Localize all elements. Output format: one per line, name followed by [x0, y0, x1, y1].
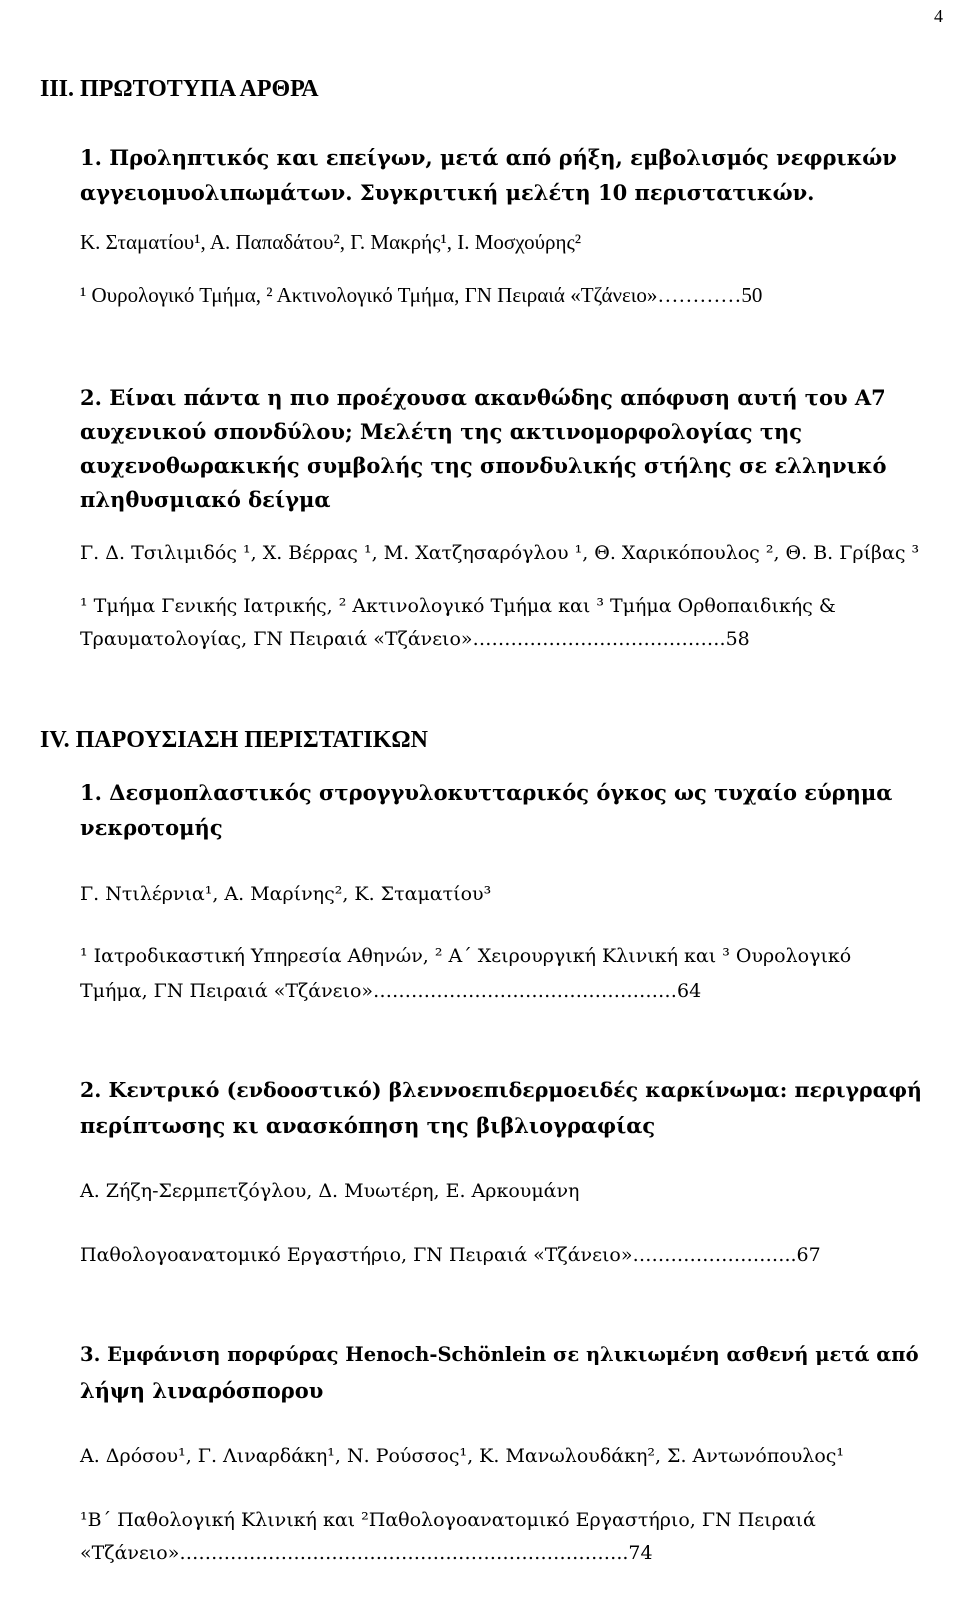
- article-title-line: πληθυσμιακό δείγμα: [80, 487, 331, 512]
- case-authors: Α. Ζήζη-Σερμπετζόγλου, Δ. Μυωτέρη, Ε. Αρκουμάνη: [80, 1180, 580, 1202]
- case-title-line: λήψη λιναρόσπορου: [80, 1378, 324, 1403]
- case-authors: Α. Δρόσου¹, Γ. Λιναρδάκη¹, Ν. Ρούσσος¹, Κ. Μανωλουδάκη², Σ. Αντωνόπουλος¹: [80, 1445, 845, 1467]
- case-affiliation: Τμήμα, ΓΝ Πειραιά «Τζάνειο»…………………………………………64: [80, 980, 702, 1002]
- article-title-line: αγγειομυολιπωμάτων. Συγκριτική μελέτη 10 περιστατικών.: [80, 180, 815, 205]
- article-title-line: αυχενοθωρακικής συμβολής της σπονδυλικής στήλης σε ελληνικό: [80, 453, 887, 478]
- case-title-line: περίπτωσης κι ανασκόπηση της βιβλιογραφίας: [80, 1113, 656, 1138]
- article-affiliation: Τραυματολογίας, ΓΝ Πειραιά «Τζάνειο»………………………………….58: [80, 628, 750, 650]
- article-affiliation: ¹ Τμήμα Γενικής Ιατρικής, ² Ακτινολογικό Τμήμα και ³ Τμήμα Ορθοπαιδικής &: [80, 595, 836, 617]
- case-affiliation: ¹ Ιατροδικαστική Υπηρεσία Αθηνών, ² Α΄ Χειρουργική Κλινική και ³ Ουρολογικό: [80, 945, 852, 967]
- case-title-line: νεκροτομής: [80, 815, 223, 840]
- article-authors: Κ. Σταματίου¹, Α. Παπαδάτου², Γ. Μακρής¹, Ι. Μοσχούρης²: [80, 230, 582, 254]
- case-affiliation: Παθολογοανατομικό Εργαστήριο, ΓΝ Πειραιά «Τζάνειο»……………………..67: [80, 1244, 821, 1266]
- case-title-line: 2. Κεντρικό (ενδοοστικό) βλεννοεπιδερμοειδές καρκίνωμα: περιγραφή: [80, 1078, 922, 1102]
- case-title-line: 3. Εμφάνιση πορφύρας Henoch-Schönlein σε ηλικιωμένη ασθενή μετά από: [80, 1343, 919, 1366]
- article-title-line: 1. Προληπτικός και επείγων, μετά από ρήξη, εμβολισμός νεφρικών: [80, 145, 897, 170]
- case-authors: Γ. Ντιλέρνια¹, Α. Μαρίνης², Κ. Σταματίου³: [80, 883, 492, 905]
- section-heading-case-reports: ΙV. ΠΑΡΟΥΣΙΑΣΗ ΠΕΡΙΣΤΑΤΙΚΩΝ: [40, 727, 428, 753]
- article-title-line: 2. Είναι πάντα η πιο προέχουσα ακανθώδης απόφυση αυτή του Α7: [80, 385, 886, 410]
- case-affiliation: «Τζάνειο»……………………………………………………………..74: [80, 1542, 653, 1564]
- page-number: 4: [934, 6, 943, 26]
- case-affiliation: ¹Β΄ Παθολογική Κλινική και ²Παθολογοανατομικό Εργαστήριο, ΓΝ Πειραιά: [80, 1509, 816, 1531]
- case-title-line: 1. Δεσμοπλαστικός στρογγυλοκυτταρικός όγκος ως τυχαίο εύρημα: [80, 780, 893, 805]
- section-heading-original-articles: ΙΙΙ. ΠΡΩΤΟΤΥΠΑ ΑΡΘΡΑ: [40, 76, 319, 102]
- article-authors: Γ. Δ. Τσιλιμιδός ¹, Χ. Βέρρας ¹, Μ. Χατζησαρόγλου ¹, Θ. Χαρικόπουλος ², Θ. Β. Γρίβας ³: [80, 542, 920, 564]
- article-title-line: αυχενικού σπονδύλου; Μελέτη της ακτινομορφολογίας της: [80, 419, 803, 444]
- article-affiliation: ¹ Ουρολογικό Τμήμα, ² Ακτινολογικό Τμήμα, ΓΝ Πειραιά «Τζάνειο»…………50: [80, 283, 763, 307]
